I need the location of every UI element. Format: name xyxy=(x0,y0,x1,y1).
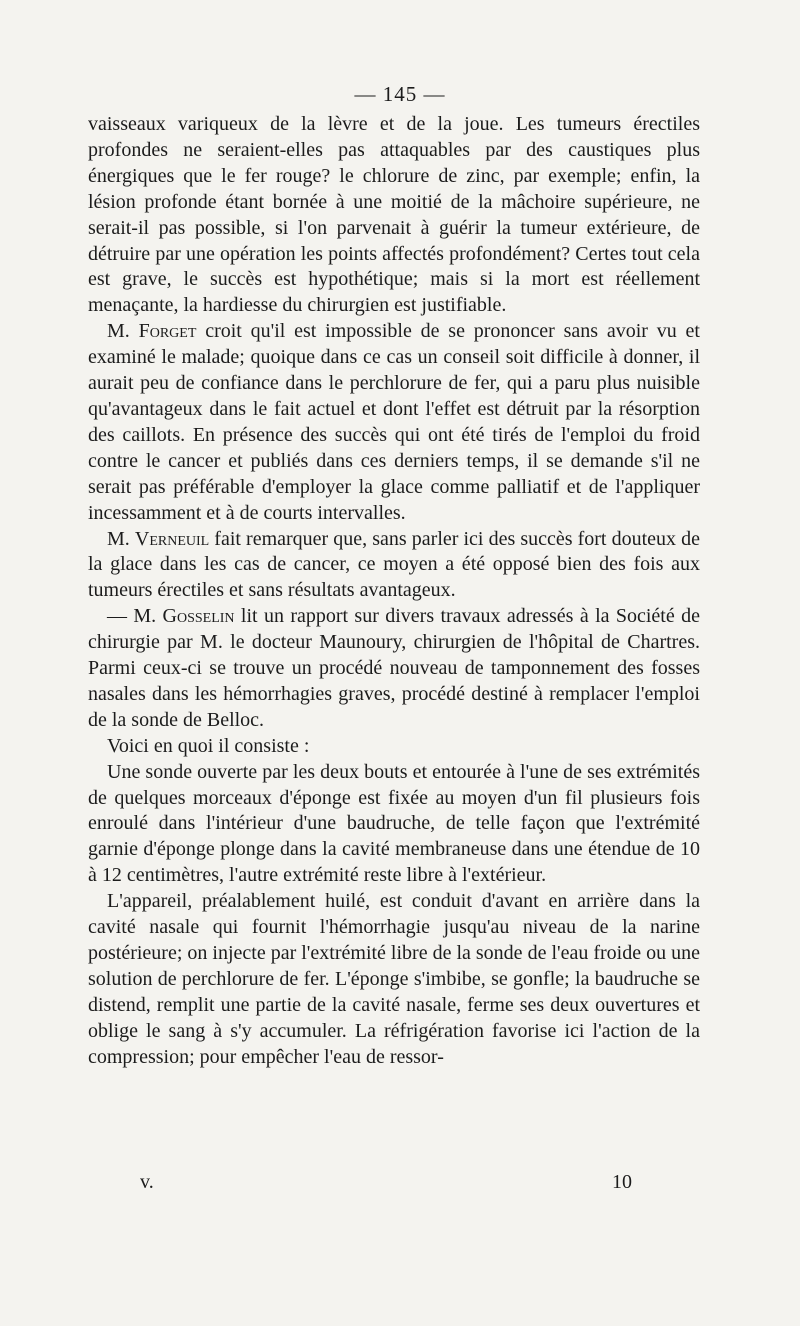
speaker-name: Gosselin xyxy=(162,605,235,628)
body-text xyxy=(88,112,700,1071)
speaker-prefix: M. xyxy=(107,527,135,550)
page-number: — 145 — xyxy=(354,82,446,106)
paragraph-text: fait remarquer que, sans parler ici des succès fort douteux de la glace dans les cas de cancer, ce moyen a été opposé bien des fois aux tumeurs érectiles et sans résultats avantageux. xyxy=(88,527,700,602)
paragraph-text: lit un rapport sur divers travaux adressés à la Société de chirurgie par M. le docteur Maunoury, chirurgien de l'hôpital de Chartres. Parmi ceux-ci se trouve un procédé nouveau de tamponnement des fosses nasales dans les hémorrhagies graves, procédé destiné à remplacer l'emploi de la sonde de Belloc. xyxy=(88,605,700,731)
paragraph-continuation: vaisseaux variqueux de la lèvre et de la joue. Les tumeurs érectiles profondes ne seraient-elles pas attaquables par des caustiques plus énergiques que le fer rouge? le chlorure de zinc, par exemple; enfin, la lésion profonde étant bornée à une moitié de la mâchoire supérieure, ne serait-il pas possible, si l'on parvenait à guérir la tumeur extérieure, de détruire par une opération les points affectés profondément? Certes tout cela est grave, le succès est hypothétique; mais si la mort est réellement menaçante, la hardiesse du chirurgien est justifiable. xyxy=(88,113,700,317)
speaker-prefix: M. xyxy=(107,320,139,343)
folio-number: 10 xyxy=(612,1171,632,1193)
paragraph-forget xyxy=(88,319,700,526)
speaker-prefix: — M. xyxy=(107,605,163,628)
paragraph-gosselin xyxy=(88,604,700,734)
paragraph-text: croit qu'il est impossible de se prononcer sans avoir vu et examiné le malade; quoique dans ce cas un conseil soit difficile à donner, il aurait peu de confiance dans le perchlorure de fer, qui a paru plus nuisible qu'avantageux dans le fait actuel et dont l'effet est détruit par la résorption des caillots. En présence des succès qui ont été tirés de l'emploi du froid contre le cancer et publiés dans ces derniers temps, il se demande s'il ne serait pas préférable d'employer la glace comme palliatif et de l'appliquer incessamment et à de courts intervalles. xyxy=(88,320,700,524)
signature-mark: v. xyxy=(140,1171,154,1193)
speaker-name: Forget xyxy=(138,320,197,343)
paragraph-verneuil xyxy=(88,527,700,605)
paragraph-intro: Voici en quoi il consiste : xyxy=(107,734,310,757)
speaker-name: Verneuil xyxy=(134,527,210,550)
paragraph-appareil: L'appareil, préalablement huilé, est conduit d'avant en arrière dans la cavité nasale qui fournit l'hémorrhagie jusqu'au niveau de la narine postérieure; on injecte par l'extrémité libre de la sonde de l'eau froide ou une solution de perchlorure de fer. L'éponge s'imbibe, se gonfle; la baudruche se distend, remplit une partie de la cavité nasale, ferme ses deux ouvertures et oblige le sang à s'y accumuler. La réfrigération favorise ici l'action de la compression; pour empêcher l'eau de ressor- xyxy=(88,890,700,1068)
paragraph-sonde: Une sonde ouverte par les deux bouts et entourée à l'une de ses extrémités de quelques morceaux d'éponge est fixée au moyen d'un fil plusieurs fois enroulé dans l'intérieur d'une baudruche, de telle façon que l'extrémité garnie d'éponge plonge dans la cavité membraneuse dans une étendue de 10 à 12 centimètres, l'autre extrémité reste libre à l'extérieur. xyxy=(88,760,700,887)
